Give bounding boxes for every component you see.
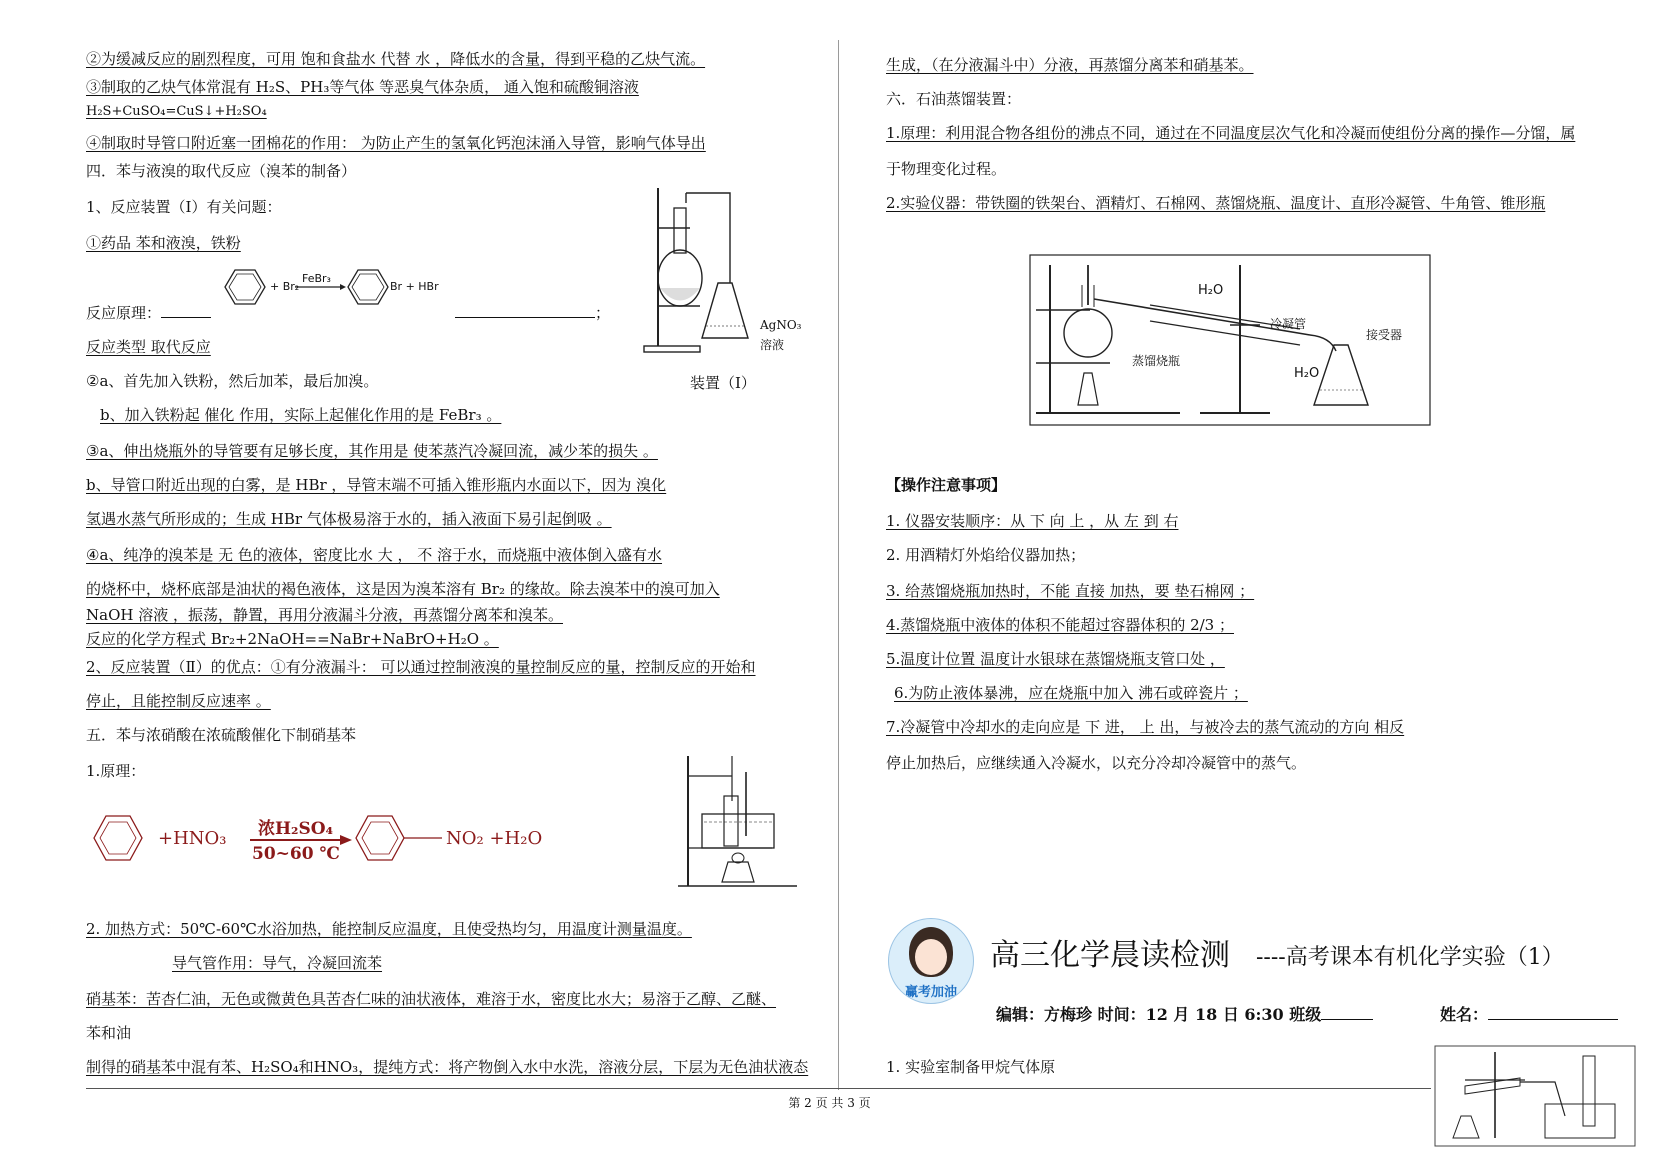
page-subtitle: ----高考课本有机化学实验（1） [1256,945,1564,970]
line-reagents: ①药品 苯和液溴，铁粉 [86,234,241,252]
line-device-2-cont: 停止，且能控制反应速率 。 [86,692,271,710]
line-step-3a: ③a、伸出烧瓶外的导管要有足够长度，其作用是 使苯蒸汽冷凝回流，减少苯的损失 。 [86,442,658,460]
line-instruments: 2.实验仪器：带铁圈的铁架台、酒精灯、石棉网、蒸馏烧瓶、温度计、直形冷凝管、牛角管、锥形瓶 [886,194,1546,212]
nitration-product: NO₂ +H₂O [446,828,543,849]
reaction-reagent: + Br₂ [270,280,300,293]
line-ethyne-2: ③制取的乙炔气体常混有 H₂S、PH₃等气体 等恶臭气体杂质， 通入饱和硫酸铜溶液 [86,78,639,96]
line-distill-principle-cont: 于物理变化过程。 [886,160,1007,178]
footer-rule [86,1088,1431,1089]
notes-title: 【操作注意事项】 [886,476,1007,494]
note-2: 2. 用酒精灯外焰给仪器加热； [886,546,1086,564]
reaction-principle-label: 反应原理： [86,302,211,323]
solution-label: 溶液 [760,338,785,352]
note-8: 停止加热后，应继续通入冷凝水，以充分冷却冷凝管中的蒸气。 [886,754,1307,772]
agno3-label: AgNO₃ [760,318,802,332]
meta-info: 编辑：方梅珍 时间：12 月 18 日 6:30 班级 [996,1002,1373,1025]
water-out-label: H₂O [1294,366,1320,381]
nitration-condition-bottom: 50~60 ℃ [252,844,340,864]
line-ethyne-4: ④制取时导管口附近塞一团棉花的作用： 为防止产生的氢氧化钙泡沫涌入导管，影响气体导出 [86,134,706,152]
line-step-3b: b、导管口附近出现的白雾，是 HBr ，导管末端不可插入锥形瓶内水面以下，因为 溴化 [86,476,667,494]
line-distill-principle: 1.原理：利用混合物各组份的沸点不同，通过在不同温度层次气化和冷凝而使组份分离的操作—分馏，属 [886,124,1576,142]
line-guide-tube: 导气管作用：导气，冷凝回流苯 [172,954,383,972]
line-step-4a-cont: 的烧杯中，烧杯底部是油状的褐色液体，这是因为溴苯溶有 Br₂ 的缘故。除去溴苯中的溴可加入 [86,580,720,598]
line-nitrobenzene-cont: 苯和油 [86,1024,132,1042]
reaction-type: 反应类型 取代反应 [86,338,211,356]
name-field: 姓名： [1440,1002,1618,1025]
reaction-principle-blank: ； [455,302,610,323]
section-heading-5: 五．苯与浓硝酸在浓硫酸催化下制硝基苯 [86,726,357,744]
line-principle: 1.原理： [86,762,146,780]
reaction-catalyst: FeBr₃ [302,272,331,285]
nitration-condition-top: 浓H₂SO₄ [258,819,334,839]
line-step-2b: b、加入铁粉起 催化 作用，实际上起催化作用的是 FeBr₃ 。 [100,406,502,424]
reaction-product: Br + HBr [390,280,439,293]
note-7: 7.冷凝管中冷却水的走向应是 下 进， 上 出，与被冷去的蒸气流动的方向 相反 [886,718,1405,736]
avatar [888,918,974,1004]
line-methane: 1. 实验室制备甲烷气体原 [886,1058,1056,1076]
water-in-label: H₂O [1198,283,1224,298]
note-4: 4.蒸馏烧瓶中液体的体积不能超过容器体积的 2/3 ； [886,616,1234,634]
water-bath-figure [672,756,802,890]
line-purification: 制得的硝基苯中混有苯、H₂SO₄和HNO₃，提纯方式：将产物倒入水中水洗，溶液分层，下层为无色油状液态 [86,1058,809,1076]
nitration-reagent: +HNO₃ [158,828,227,849]
line-device-2: 2、反应装置（Ⅱ）的优点：①有分液漏斗： 可以通过控制液溴的量控制反应的量，控制反应的开始和 [86,658,756,676]
line-chem-equation: 反应的化学方程式 Br₂+2NaOH==NaBr+NaBrO+H₂O 。 [86,630,499,648]
section-heading-4: 四．苯与液溴的取代反应（溴苯的制备） [86,162,357,180]
column-divider [838,40,839,1090]
page-title: 高三化学晨读检测 [990,938,1230,973]
flask-label: 蒸馏烧瓶 [1132,354,1181,368]
line-device-1: 1、反应装置（Ⅰ）有关问题： [86,198,282,216]
line-ethyne-1: ②为缓减反应的剧烈程度，可用 饱和食盐水 代替 水 ，降低水的含量，得到平稳的乙炔气流。 [86,50,706,68]
line-heating: 2. 加热方式：50℃-60℃水浴加热，能控制反应温度，且使受热均匀，用温度计测量温度。 [86,920,692,938]
page-number: 第 2 页 共 3 页 [788,1096,871,1110]
line-step-3b-cont: 氢遇水蒸气所形成的；生成 HBr 气体极易溶于水的，插入液面下易引起倒吸 。 [86,510,612,528]
note-1: 1. 仪器安装顺序：从 下 向 上 ，从 左 到 右 [886,512,1179,530]
apparatus-one-caption: 装置（Ⅰ） [690,374,756,392]
note-3: 3. 给蒸馏烧瓶加热时，不能 直接 加热，要 垫石棉网 ； [886,582,1255,600]
note-5: 5.温度计位置 温度计水银球在蒸馏烧瓶支管口处 ， [886,650,1225,668]
line-step-4a: ④a、纯净的溴苯是 无 色的液体，密度比水 大 ， 不 溶于水，而烧瓶中液体倒入盛有水 [86,546,663,564]
line-step-4a-cont2: NaOH 溶液 ，振荡，静置，再用分液漏斗分液，再蒸馏分离苯和溴苯。 [86,606,563,624]
condenser-label: 冷凝管 [1270,317,1307,331]
note-6: 6.为防止液体暴沸，应在烧瓶中加入 沸石或碎瓷片 ； [894,684,1248,702]
avatar-caption: 赢考加油 [904,985,957,1000]
line-separation: 生成，（在分液漏斗中）分液，再蒸馏分离苯和硝基苯。 [886,56,1254,74]
section-heading-6: 六．石油蒸馏装置： [886,90,1022,108]
apparatus-one-figure [640,188,810,358]
line-step-2a: ②a、首先加入铁粉，然后加苯，最后加溴。 [86,372,379,390]
line-nitrobenzene: 硝基苯：苦杏仁油，无色或微黄色具苦杏仁味的油状液体，难溶于水，密度比水大；易溶于乙醇、乙醚、 [86,990,777,1008]
line-ethyne-3: H₂S+CuSO₄=CuS↓+H₂SO₄ [86,104,267,119]
receiver-label: 接受器 [1366,328,1403,342]
